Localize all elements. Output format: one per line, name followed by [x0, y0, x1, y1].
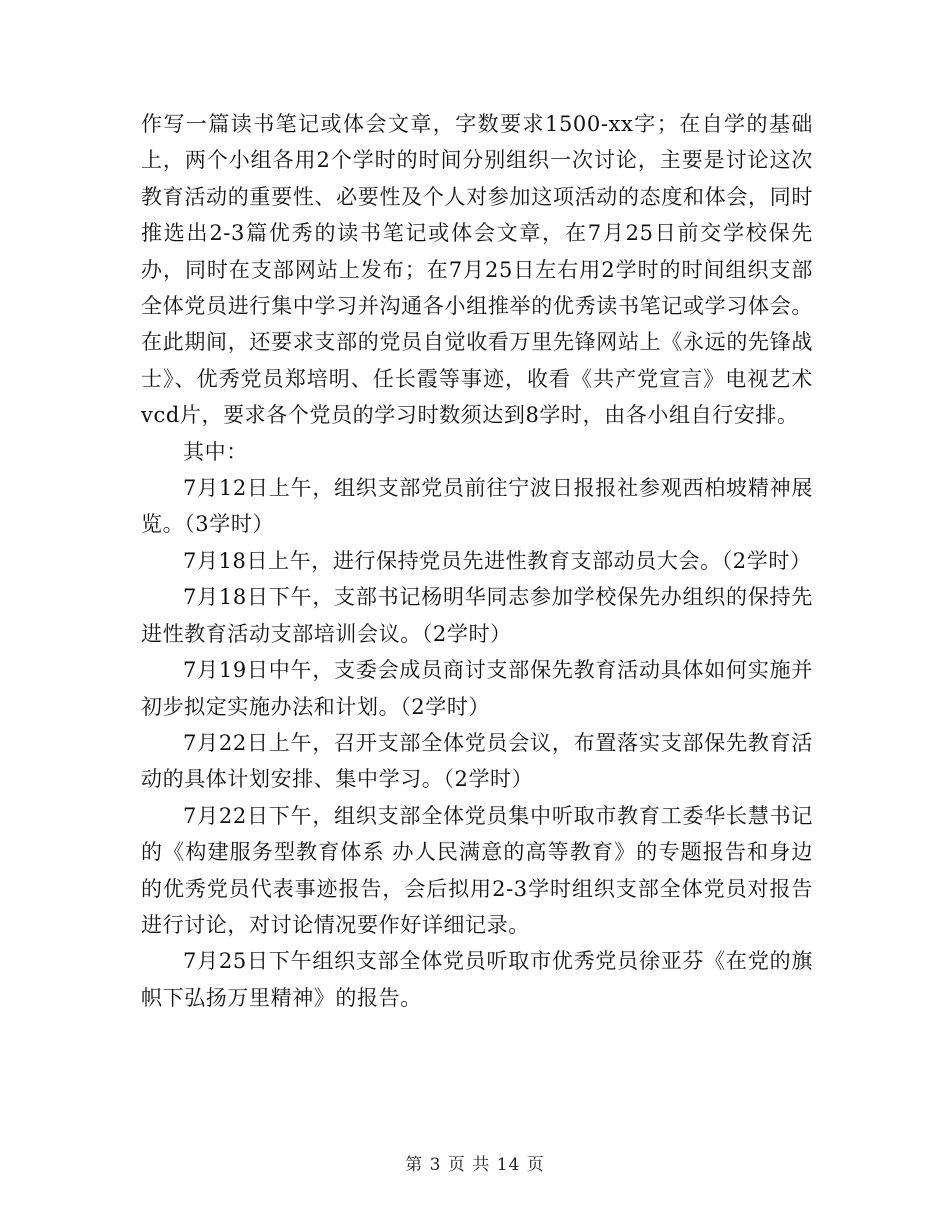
- page-number-footer: 第 3 页 共 14 页: [405, 1155, 545, 1175]
- paragraph-item: 7月18日上午，进行保持党员先进性教育支部动员大会。（2学时）: [183, 548, 812, 573]
- paragraph-item: 7月12日上午，组织支部党员前往宁波日报报社参观西柏坡精神展览。（3学时）: [141, 476, 813, 537]
- paragraph-item: 7月22日下午，组织支部全体党员集中听取市教育工委华长慧书记的《构建服务型教育体系 办人民满意的高等教育》的专题报告和身边的优秀党员代表事迹报告，会后拟用2-3学时组织支部全体党员对报告进行讨论，对讨论情况要作好详细记录。: [141, 803, 813, 937]
- paragraph-item: 7月25日下午组织支部全体党员听取市优秀党员徐亚芬《在党的旗帜下弘扬万里精神》的报告。: [141, 949, 813, 1010]
- document-body: [141, 106, 813, 1016]
- paragraph-item: 7月19日中午，支委会成员商讨支部保先教育活动具体如何实施并初步拟定实施办法和计划。（2学时）: [141, 658, 813, 719]
- paragraph-intro-label: 其中：: [183, 439, 248, 464]
- paragraph-item: 7月18日下午，支部书记杨明华同志参加学校保先办组织的保持先进性教育活动支部培训会议。（2学时）: [141, 585, 813, 646]
- paragraph-item: 7月22日上午，召开支部全体党员会议，布置落实支部保先教育活动的具体计划安排、集中学习。（2学时）: [141, 730, 813, 792]
- paragraph-continued: 作写一篇读书笔记或体会文章，字数要求1500-xx字；在自学的基础上，两个小组各用2个学时的时间分别组织一次讨论，主要是讨论这次教育活动的重要性、必要性及个人对参加这项活动的态度和体会，同时推选出2-3篇优秀的读书笔记或体会文章，在7月25日前交学校保先办，同时在支部网站上发布；在7月25日左右用2学时的时间组织支部全体党员进行集中学习并沟通各小组推举的优秀读书笔记或学习体会。在此期间，还要求支部的党员自觉收看万里先锋网站上《永远的先锋战士》、优秀党员郑培明、任长霞等事迹，收看《共产党宣言》电视艺术vcd片，要求各个党员的学习时数须达到8学时，由各小组自行安排。: [141, 112, 813, 428]
